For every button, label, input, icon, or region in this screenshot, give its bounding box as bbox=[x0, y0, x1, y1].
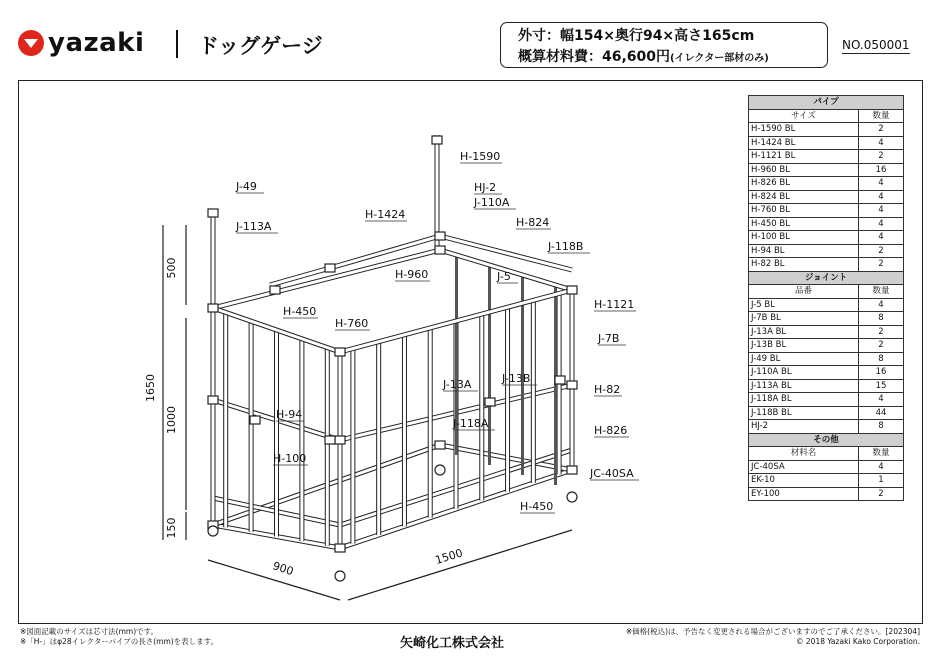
part-cell: H-1590 BL bbox=[749, 123, 859, 137]
dimension-label: 1650 bbox=[144, 374, 157, 402]
product-title: ドッグゲージ bbox=[198, 34, 323, 58]
table-row bbox=[749, 258, 904, 272]
callout-label: H-760 bbox=[335, 317, 369, 330]
table-section-title bbox=[749, 96, 904, 110]
quantity-cell: 16 bbox=[859, 163, 904, 177]
quantity-cell: 2 bbox=[859, 325, 904, 339]
table-row bbox=[749, 123, 904, 137]
table-row bbox=[749, 406, 904, 420]
part-cell: H-1424 BL bbox=[749, 136, 859, 150]
joint bbox=[485, 398, 495, 406]
quantity-cell: 4 bbox=[859, 136, 904, 150]
joint bbox=[208, 396, 218, 404]
parts-table bbox=[748, 95, 904, 501]
quantity-cell: 4 bbox=[859, 298, 904, 312]
footer-note-price: ※価格(税込)は、予告なく変更される場合がございますのでご了承ください。[202304] bbox=[625, 627, 920, 636]
table-row bbox=[749, 204, 904, 218]
column-header: 数量 bbox=[859, 285, 904, 299]
table-row bbox=[749, 420, 904, 434]
callout-label: H-450 bbox=[283, 305, 317, 318]
quantity-cell: 4 bbox=[859, 231, 904, 245]
callout-label: H-1590 bbox=[460, 150, 501, 163]
table-row bbox=[749, 217, 904, 231]
column-header: サイズ bbox=[749, 109, 859, 123]
part-cell: J-118A BL bbox=[749, 393, 859, 407]
table-row bbox=[749, 312, 904, 326]
caster-icon bbox=[435, 465, 445, 475]
callout-label: J-113A bbox=[236, 220, 272, 233]
dimension-label: 900 bbox=[271, 559, 296, 579]
quantity-cell: 44 bbox=[859, 406, 904, 420]
callout-label: J-49 bbox=[236, 180, 257, 193]
table-section-title bbox=[749, 433, 904, 447]
spec-cost-note: (イレクター部材のみ) bbox=[670, 53, 769, 64]
quantity-cell: 1 bbox=[859, 474, 904, 488]
table-row bbox=[749, 339, 904, 353]
table-row bbox=[749, 190, 904, 204]
column-header: 材料名 bbox=[749, 447, 859, 461]
joint bbox=[335, 436, 345, 444]
table-row bbox=[749, 150, 904, 164]
part-cell: H-826 BL bbox=[749, 177, 859, 191]
callout-label: JC-40SA bbox=[590, 467, 634, 480]
part-cell: H-450 BL bbox=[749, 217, 859, 231]
part-cell: J-113A BL bbox=[749, 379, 859, 393]
table-row bbox=[749, 325, 904, 339]
quantity-cell: 8 bbox=[859, 420, 904, 434]
part-cell: J-7B BL bbox=[749, 312, 859, 326]
caster-icon bbox=[208, 526, 218, 536]
spec-cost: 概算材料費：46,600円 bbox=[518, 49, 671, 65]
table-row bbox=[749, 379, 904, 393]
table-header bbox=[749, 285, 904, 299]
joint bbox=[435, 232, 445, 240]
part-cell: EY-100 bbox=[749, 487, 859, 501]
table-row bbox=[749, 298, 904, 312]
table-row bbox=[749, 460, 904, 474]
part-cell: H-94 BL bbox=[749, 244, 859, 258]
quantity-cell: 4 bbox=[859, 204, 904, 218]
company-name: 矢崎化工株式会社 bbox=[400, 636, 505, 651]
quantity-cell: 4 bbox=[859, 190, 904, 204]
dimension-label: 1500 bbox=[433, 546, 465, 567]
quantity-cell: 2 bbox=[859, 487, 904, 501]
spec-size: 外寸：幅154×奥行94×高さ165cm bbox=[518, 28, 755, 44]
quantity-cell: 4 bbox=[859, 177, 904, 191]
dimension-line bbox=[348, 530, 572, 600]
table-row bbox=[749, 352, 904, 366]
part-cell: H-82 BL bbox=[749, 258, 859, 272]
callout-label: HJ-2 bbox=[474, 181, 497, 194]
document-number: NO.050001 bbox=[842, 38, 910, 52]
section-title: パイプ bbox=[749, 96, 904, 110]
part-cell: JC-40SA bbox=[749, 460, 859, 474]
quantity-cell: 16 bbox=[859, 366, 904, 380]
quantity-cell: 2 bbox=[859, 123, 904, 137]
part-cell: J-110A BL bbox=[749, 366, 859, 380]
joint bbox=[325, 436, 335, 444]
footer-note-pipe: ※「H-」はφ28イレクターパイプの長さ(mm)を表します。 bbox=[20, 637, 219, 646]
part-cell: J-49 BL bbox=[749, 352, 859, 366]
table-row bbox=[749, 177, 904, 191]
table-section-title bbox=[749, 271, 904, 285]
table-header bbox=[749, 447, 904, 461]
callout-label: J-118B bbox=[548, 240, 584, 253]
quantity-cell: 2 bbox=[859, 339, 904, 353]
quantity-cell: 2 bbox=[859, 258, 904, 272]
part-cell: J-118B BL bbox=[749, 406, 859, 420]
callout-label: H-94 bbox=[276, 408, 303, 421]
copyright: © 2018 Yazaki Kako Corporation. bbox=[796, 637, 920, 646]
table-row bbox=[749, 231, 904, 245]
quantity-cell: 2 bbox=[859, 244, 904, 258]
part-cell: H-100 BL bbox=[749, 231, 859, 245]
part-cell: HJ-2 bbox=[749, 420, 859, 434]
caster-icon bbox=[567, 492, 577, 502]
column-header: 品番 bbox=[749, 285, 859, 299]
joint bbox=[325, 264, 335, 272]
dimension-label: 150 bbox=[165, 517, 178, 539]
table-row bbox=[749, 136, 904, 150]
section-title: ジョイント bbox=[749, 271, 904, 285]
joint bbox=[435, 441, 445, 449]
callout-label: H-100 bbox=[273, 452, 307, 465]
part-cell: H-960 BL bbox=[749, 163, 859, 177]
callout-label: J-110A bbox=[474, 196, 510, 209]
quantity-cell: 8 bbox=[859, 312, 904, 326]
table-row bbox=[749, 393, 904, 407]
footer-note-dimensions: ※図面記載のサイズは芯寸法(mm)です。 bbox=[20, 627, 159, 636]
caster-icon bbox=[335, 571, 345, 581]
callout-label: H-1424 bbox=[365, 208, 406, 221]
callout-label: H-82 bbox=[594, 383, 621, 396]
joint bbox=[435, 246, 445, 254]
joint bbox=[250, 416, 260, 424]
quantity-cell: 4 bbox=[859, 460, 904, 474]
table-row bbox=[749, 163, 904, 177]
callout-label: H-824 bbox=[516, 216, 550, 229]
quantity-cell: 15 bbox=[859, 379, 904, 393]
quantity-cell: 4 bbox=[859, 217, 904, 231]
dimension-label: 1000 bbox=[165, 406, 178, 434]
callout-label: J-5 bbox=[497, 270, 511, 283]
joint bbox=[567, 286, 577, 294]
part-cell: H-760 BL bbox=[749, 204, 859, 218]
part-cell: H-824 BL bbox=[749, 190, 859, 204]
column-header: 数量 bbox=[859, 447, 904, 461]
quantity-cell: 8 bbox=[859, 352, 904, 366]
column-header: 数量 bbox=[859, 109, 904, 123]
joint bbox=[432, 136, 442, 144]
callout-label: H-826 bbox=[594, 424, 628, 437]
joint bbox=[270, 286, 280, 294]
brand-name: yazaki bbox=[48, 28, 145, 58]
callout-label: H-960 bbox=[395, 268, 429, 281]
joint bbox=[555, 376, 565, 384]
part-cell: J-13A BL bbox=[749, 325, 859, 339]
table-header bbox=[749, 109, 904, 123]
joint bbox=[567, 381, 577, 389]
callout-label: J-13A bbox=[443, 378, 472, 391]
dimension-label: 500 bbox=[165, 257, 178, 279]
table-row bbox=[749, 244, 904, 258]
part-cell: H-1121 BL bbox=[749, 150, 859, 164]
table-row bbox=[749, 474, 904, 488]
part-cell: J-5 BL bbox=[749, 298, 859, 312]
table-row bbox=[749, 487, 904, 501]
part-cell: EK-10 bbox=[749, 474, 859, 488]
callout-label: H-1121 bbox=[594, 298, 635, 311]
joint bbox=[335, 348, 345, 356]
callout-label: J-7B bbox=[598, 332, 620, 345]
joint bbox=[208, 209, 218, 217]
callout-label: H-450 bbox=[520, 500, 554, 513]
callout-label: J-13B bbox=[502, 372, 531, 385]
quantity-cell: 2 bbox=[859, 150, 904, 164]
joint bbox=[208, 304, 218, 312]
table-row bbox=[749, 366, 904, 380]
part-cell: J-13B BL bbox=[749, 339, 859, 353]
callout-label: J-118A bbox=[453, 417, 489, 430]
quantity-cell: 4 bbox=[859, 393, 904, 407]
section-title: その他 bbox=[749, 433, 904, 447]
joint bbox=[567, 466, 577, 474]
joint bbox=[335, 544, 345, 552]
